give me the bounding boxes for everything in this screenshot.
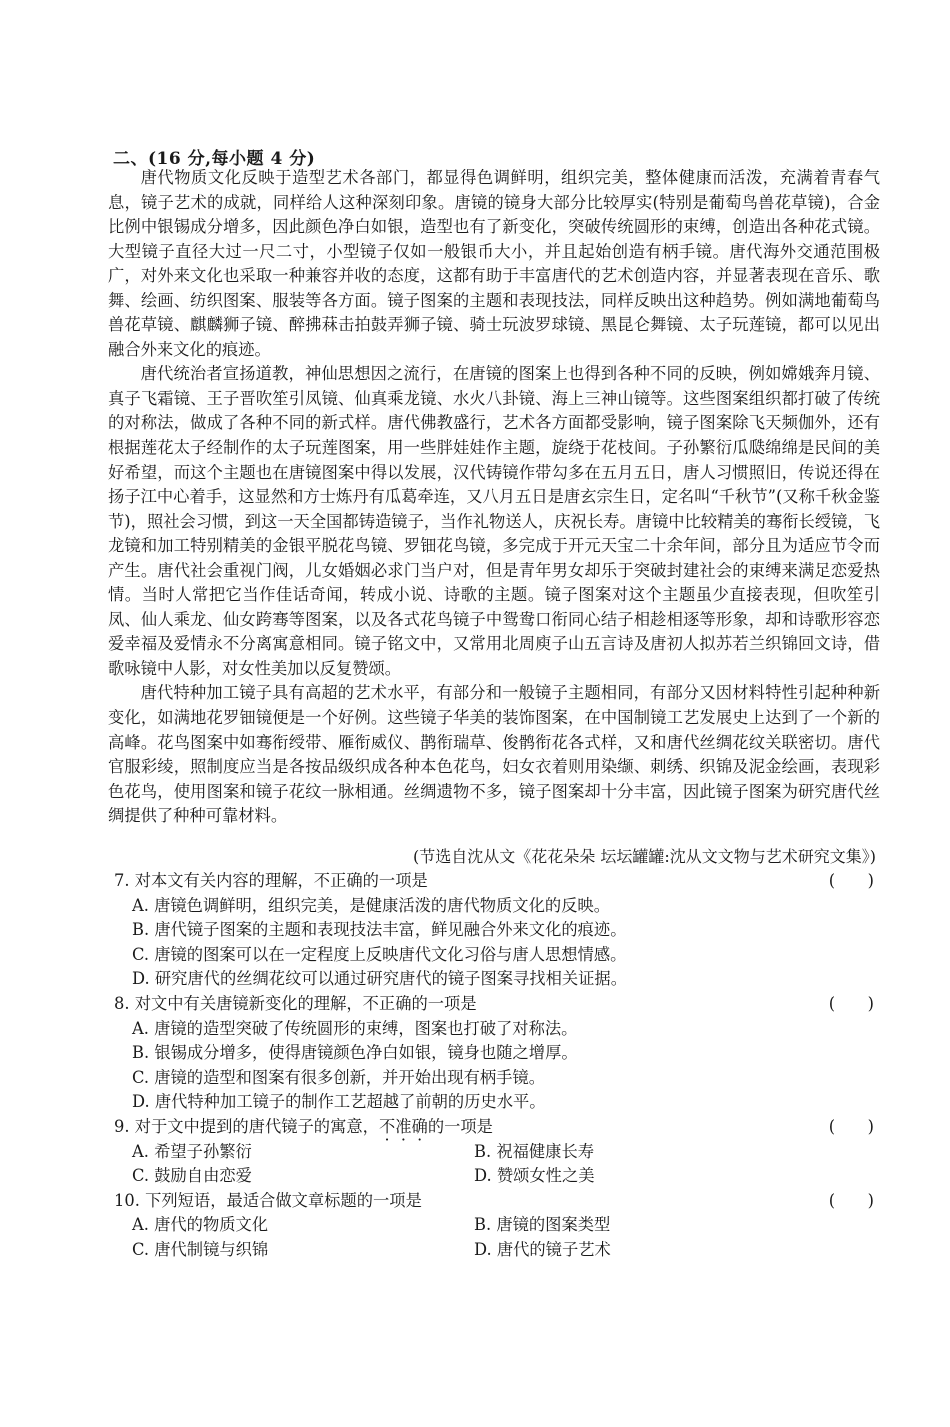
question-10 bbox=[108, 1189, 880, 1214]
answer-bracket-10[interactable]: ( ) bbox=[828, 1190, 874, 1210]
question-7 bbox=[108, 869, 880, 894]
q9-options-row-2 bbox=[108, 1164, 880, 1189]
q10-options-row-1 bbox=[108, 1213, 880, 1238]
q9-option-b: B. 祝福健康长寿 bbox=[474, 1141, 595, 1161]
question-9-stem-post: 的一项是 bbox=[427, 1116, 493, 1136]
question-7-stem: 7. 对本文有关内容的理解，不正确的一项是 bbox=[114, 871, 428, 890]
q7-option-d: D. 研究唐代的丝绸花纹可以通过研究唐代的镜子图案寻找相关证据。 bbox=[132, 969, 627, 989]
question-8-stem: 8. 对文中有关唐镜新变化的理解，不正确的一项是 bbox=[114, 993, 477, 1013]
q9-option-c: C. 鼓励自由恋爱 bbox=[132, 1166, 252, 1186]
question-9-stem bbox=[114, 1117, 493, 1136]
question-9 bbox=[108, 1115, 880, 1140]
question-list bbox=[108, 869, 880, 1263]
q8-option-c: C. 唐镜的造型和图案有很多创新，并开始出现有柄手镜。 bbox=[132, 1067, 545, 1087]
emphasis-char-2: 准 bbox=[395, 1116, 412, 1136]
q9-option-d: D. 赞颂女性之美 bbox=[474, 1166, 595, 1186]
reading-passage bbox=[108, 166, 880, 829]
emphasis-char-1: 不 bbox=[378, 1116, 396, 1136]
q9-option-a: A. 希望子孙繁衍 bbox=[132, 1141, 252, 1161]
answer-bracket-7[interactable]: ( ) bbox=[828, 871, 874, 890]
q7-option-a: A. 唐镜色调鲜明，组织完美，是健康活泼的唐代物质文化的反映。 bbox=[132, 895, 610, 915]
passage-paragraph-1: 唐代物质文化反映于造型艺术各部门，都显得色调鲜明，组织完美，整体健康而活泼，充满着青春气息，镜子艺术的成就，同样给人这种深刻印象。唐镜的镜身大部分比较厚实(特别是葡萄鸟兽花草镜)，合金比例中银锡成分增多，因此颜色净白如银，造型也有了新变化，突破传统圆形的束缚，创造出各种花式镜。大型镜子直径大过一尺二寸，小型镜子仅如一般银币大小，并且起始创造有柄手镜。唐代海外交通范围极广，对外来文化也采取一种兼容并收的态度，这都有助于丰富唐代的艺术创造内容，并显著表现在音乐、歌舞、绘画、纺织图案、服装等各方面。镜子图案的主题和表现技法，同样反映出这种趋势。例如满地葡萄鸟兽花草镜、麒麟狮子镜、醉拂菻击拍鼓弄狮子镜、骑士玩波罗球镜、黑昆仑舞镜、太子玩莲镜，都可以见出融合外来文化的痕迹。 bbox=[108, 168, 880, 359]
q8-option-b: B. 银锡成分增多，使得唐镜颜色净白如银，镜身也随之增厚。 bbox=[132, 1043, 578, 1063]
question-9-stem-pre: 9. 对于文中提到的唐代镜子的寓意， bbox=[114, 1116, 379, 1136]
q9-options-row-1 bbox=[108, 1140, 880, 1165]
answer-bracket-8[interactable]: ( ) bbox=[828, 993, 874, 1013]
passage-paragraph-3: 唐代特种加工镜子具有高超的艺术水平，有部分和一般镜子主题相同，有部分又因材料特性引起种种新变化，如满地花罗钿镜便是一个好例。这些镜子华美的装饰图案，在中国制镜工艺发展史上达到了一个新的高峰。花鸟图案中如骞衔绶带、雁衔威仪、鹊衔瑞草、俊鹘衔花各式样，又和唐代丝绸花纹关联密切。唐代官服彩绫，照制度应当是各按品级织成各种本色花鸟，妇女衣着则用染缬、刺绣、织锦及泥金绘画，表现彩色花鸟，使用图案和镜子花纹一脉相通。丝绸遗物不多，镜子图案却十分丰富，因此镜子图案为研究唐代丝绸提供了种种可靠材料。 bbox=[108, 683, 880, 826]
answer-bracket-9[interactable]: ( ) bbox=[828, 1116, 874, 1136]
q8-option-a: A. 唐镜的造型突破了传统圆形的束缚，图案也打破了对称法。 bbox=[132, 1018, 578, 1038]
q10-option-a: A. 唐代的物质文化 bbox=[132, 1215, 269, 1235]
q7-option-c: C. 唐镜的图案可以在一定程度上反映唐代文化习俗与唐人思想情感。 bbox=[132, 944, 627, 964]
section-title: 二、(16 分,每小题 4 分) bbox=[113, 149, 316, 169]
q7-option-b: B. 唐代镜子图案的主题和表现技法丰富，鲜见融合外来文化的痕迹。 bbox=[132, 920, 627, 940]
passage-source: (节选自沈从文《花花朵朵 坛坛罐罐:沈从文文物与艺术研究文集》) bbox=[413, 847, 876, 866]
q8-option-d: D. 唐代特种加工镜子的制作工艺超越了前朝的历史水平。 bbox=[132, 1092, 546, 1112]
q10-option-b: B. 唐镜的图案类型 bbox=[474, 1215, 611, 1235]
emphasis-char-3: 确 bbox=[411, 1116, 428, 1136]
q10-option-c: C. 唐代制镜与织锦 bbox=[132, 1239, 269, 1259]
question-8 bbox=[108, 992, 880, 1017]
q10-option-d: D. 唐代的镜子艺术 bbox=[474, 1239, 611, 1259]
q10-options-row-2 bbox=[108, 1238, 880, 1263]
question-10-stem: 10. 下列短语，最适合做文章标题的一项是 bbox=[114, 1190, 422, 1210]
passage-paragraph-2: 唐代统治者宣扬道教，神仙思想因之流行，在唐镜的图案上也得到各种不同的反映，例如嫦娥奔月镜、真子飞霜镜、王子晋吹笙引凤镜、仙真乘龙镜、水火八卦镜、海上三神山镜等。这些图案组织都打破了传统的对称法，做成了各种不同的新式样。唐代佛教盛行，艺术各方面都受影响，镜子图案除飞天频伽外，还有根据莲花太子经制作的太子玩莲图案，用一些胖娃娃作主题，旋绕于花枝间。子孙繁衍瓜瓞绵绵是民间的美好希望，而这个主题也在唐镜图案中得以发展，汉代铸镜作带勾多在五月五日，唐人习惯照旧，传说还得在扬子江中心着手，这显然和方士炼丹有瓜葛牵连，又八月五日是唐玄宗生日，定名叫“千秋节”(又称千秋金鉴节)，照社会习惯，到这一天全国都铸造镜子，当作礼物送人，庆祝长寿。唐镜中比较精美的骞衔长绶镜，飞龙镜和加工特别精美的金银平脱花鸟镜、罗钿花鸟镜，多完成于开元天宝二十余年间，部分且为适应节令而产生。唐代社会重视门阀，儿女婚姻必求门当户对，但是青年男女却乐于突破封建社会的束缚来满足恋爱热情。当时人常把它当作佳话奇闻，转成小说、诗歌的主题。镜子图案对这个主题虽少直接表现，但吹笙引凤、仙人乘龙、仙女跨骞等图案，以及各式花鸟镜子中鸳鸯口衔同心结子相趁相逐等形象，却和诗歌形容恋爱幸福及爱情永不分离寓意相同。镜子铭文中，又常用北周庾子山五言诗及唐初人拟苏若兰织锦回文诗，借歌咏镜中人影，对女性美加以反复赞颂。 bbox=[108, 364, 880, 678]
